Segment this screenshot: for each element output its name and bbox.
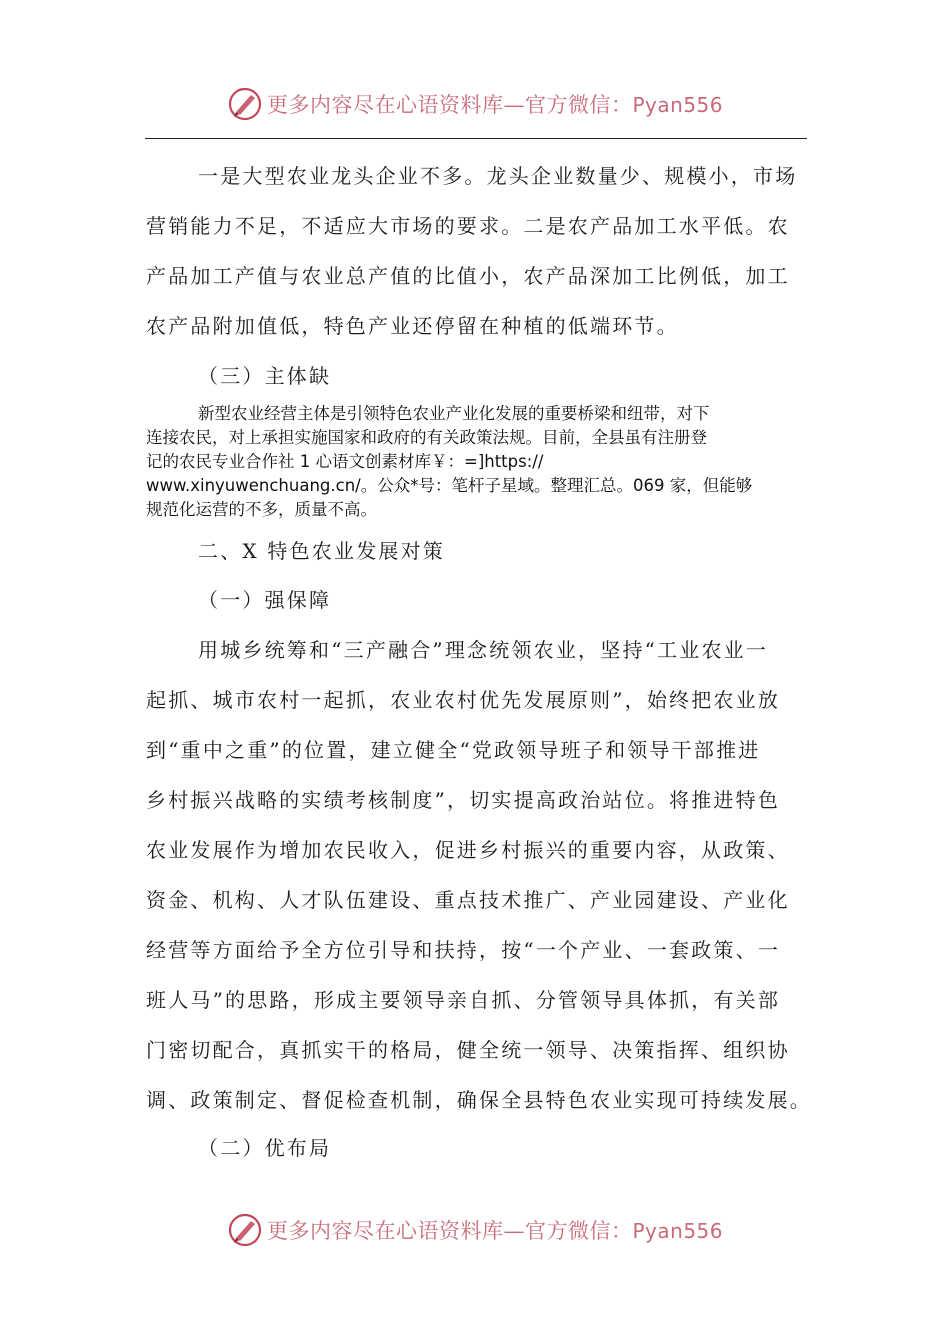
p3-line-4: 乡村振兴战略的实绩考核制度”，切实提高政治站位。将推进特色: [146, 788, 781, 812]
p3-line-7: 经营等方面给予全方位引导和扶持，按“一个产业、一套政策、一: [146, 938, 781, 962]
p3-line-9: 门密切配合，真抓实干的格局，健全统一领导、决策指挥、组织协: [146, 1038, 790, 1062]
p3-line-6: 资金、机构、人才队伍建设、重点技术推广、产业园建设、产业化: [146, 888, 790, 912]
p2-line-1: 新型农业经营主体是引领特色农业产业化发展的重要桥梁和纽带，对下: [198, 404, 710, 423]
banner-title: 更多内容尽在心语资料库: [266, 1219, 504, 1243]
p3-line-3: 到“重中之重”的位置，建立健全“党政领导班子和领导干部推进: [146, 738, 761, 762]
pen-logo-icon: [227, 1212, 263, 1248]
banner-wechat-id: Pyan556: [632, 93, 723, 117]
p3-line-5: 农业发展作为增加农民收入，促进乡村振兴的重要内容，从政策、: [146, 838, 790, 862]
heading-two: （二）优布局: [198, 1136, 332, 1160]
p2-line-4: www.xinyuwenchuang.cn/。公众*号：笔杆子星域。整理汇总。069 家，但能够: [146, 476, 753, 495]
p1-line-1: 一是大型农业龙头企业不多。龙头企业数量少、规模小，市场: [198, 164, 798, 188]
p3-line-2: 起抓、城市农村一起抓，农业农村优先发展原则”，始终把农业放: [146, 688, 781, 712]
section-two-heading: 二、X 特色农业发展对策: [198, 539, 445, 563]
heading-three: （三）主体缺: [198, 364, 332, 388]
banner-title: 更多内容尽在心语资料库: [266, 93, 504, 117]
p2-line-5: 规范化运营的不多，质量不高。: [146, 500, 377, 519]
banner-dash: —: [503, 1219, 525, 1243]
pen-logo-icon: [227, 86, 263, 122]
p3-line-8: 班人马”的思路，形成主要领导亲自抓、分管领导具体抓，有关部: [146, 988, 781, 1012]
footer-watermark-banner: [0, 1210, 950, 1250]
p1-line-2: 营销能力不足，不适应大市场的要求。二是农产品加工水平低。农: [146, 214, 790, 238]
header-watermark-banner: [0, 84, 950, 124]
p1-line-3: 产品加工产值与农业总产值的比值小，农产品深加工比例低，加工: [146, 264, 790, 288]
p2-line-2: 连接农民，对上承担实施国家和政府的有关政策法规。目前，全县虽有注册登: [146, 428, 707, 447]
p3-line-1: 用城乡统筹和“三产融合”理念统领农业，坚持“工业农业一: [198, 638, 769, 662]
banner-wechat-id: Pyan556: [632, 1219, 723, 1243]
heading-one: （一）强保障: [198, 588, 332, 612]
p1-line-4: 农产品附加值低，特色产业还停留在种植的低端环节。: [146, 314, 679, 338]
p3-line-10: 调、政策制定、督促检查机制，确保全县特色农业实现可持续发展。: [146, 1088, 812, 1112]
header-divider: [145, 138, 807, 139]
banner-dash: —: [503, 93, 525, 117]
banner-suffix: 官方微信：: [524, 1219, 633, 1243]
p2-line-3: 记的农民专业合作社 1 心语文创素材库￥：=]https://: [146, 452, 544, 471]
banner-suffix: 官方微信：: [524, 93, 633, 117]
